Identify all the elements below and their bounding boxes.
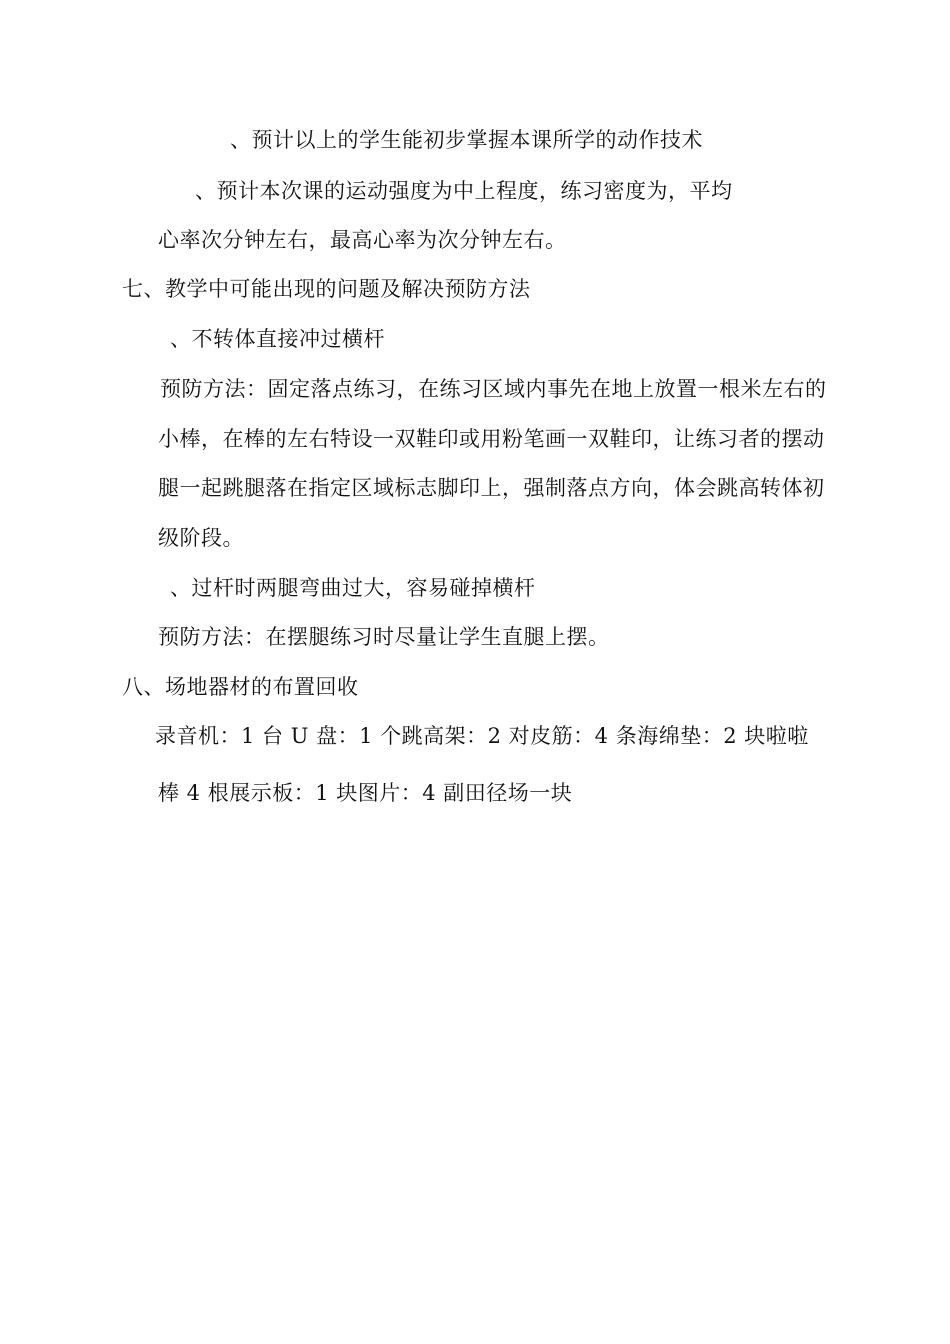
problem-1-title: 、不转体直接冲过横杆 [170, 327, 385, 351]
equipment-line-2: 棒 4 根展示板：1 块图片：4 副田径场一块 [158, 781, 573, 805]
prevention-1-line-3: 腿一起跳腿落在指定区域标志脚印上，强制落点方向，体会跳高转体初 [158, 476, 825, 500]
prevention-2: 预防方法：在摆腿练习时尽量让学生直腿上摆。 [158, 625, 610, 649]
paragraph-intensity-line-2: 心率次分钟左右，最高心率为次分钟左右。 [158, 228, 567, 252]
prevention-1-line-2: 小棒，在棒的左右特设一双鞋印或用粉笔画一双鞋印，让练习者的摆动 [158, 427, 825, 451]
paragraph-expected-mastery: 、预计以上的学生能初步掌握本课所学的动作技术 [230, 128, 703, 152]
problem-2-title: 、过杆时两腿弯曲过大，容易碰掉横杆 [170, 576, 536, 600]
prevention-1-line-1: 预防方法：固定落点练习，在练习区域内事先在地上放置一根米左右的 [160, 377, 827, 401]
section-heading-8: 八、场地器材的布置回收 [122, 675, 359, 699]
section-heading-7: 七、教学中可能出现的问题及解决预防方法 [122, 277, 531, 301]
equipment-line-1: 录音机：1 台 U 盘：1 个跳高架：2 对皮筋：4 条海绵垫：2 块啦啦 [155, 724, 809, 748]
paragraph-intensity-line-1: 、预计本次课的运动强度为中上程度，练习密度为，平均 [195, 179, 733, 203]
prevention-1-line-4: 级阶段。 [158, 526, 244, 550]
